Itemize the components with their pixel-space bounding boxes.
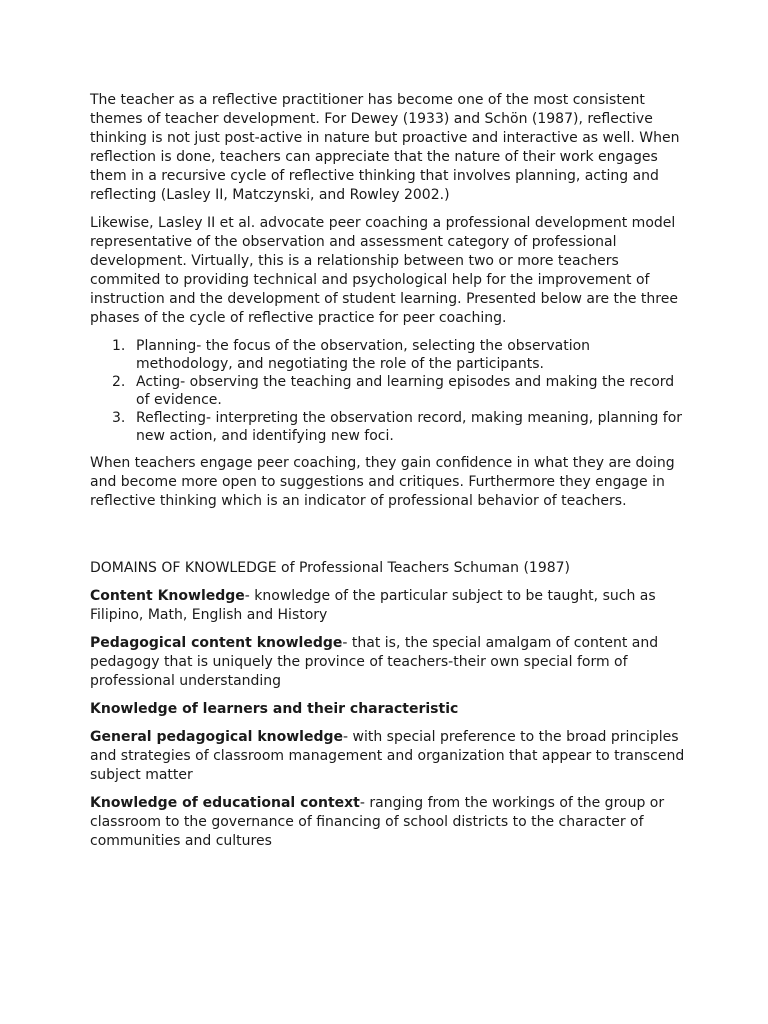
domain-item: [90, 587, 686, 625]
domain-item: [90, 700, 686, 719]
domain-definition: - ranging from the workings of the group or classroom to the governance of financing of school districts to the character of communities and cultures: [90, 795, 665, 849]
list-item-number: 3.: [112, 410, 126, 426]
list-item-text: Planning- the focus of the observation, selecting the observation methodology, and negotiating the role of the participants.: [136, 338, 591, 372]
list-item: [90, 409, 686, 445]
domain-term: General pedagogical knowledge: [90, 729, 343, 745]
list-item-text: Acting- observing the teaching and learning episodes and making the record of evidence.: [136, 374, 675, 408]
list-item-number: 2.: [112, 374, 126, 390]
domains-heading: DOMAINS OF KNOWLEDGE of Professional Teachers Schuman (1987): [90, 560, 571, 576]
domain-definition: - that is, the special amalgam of content and pedagogy that is uniquely the province of teachers-their own special form of professional understanding: [90, 635, 659, 689]
section-spacer: [90, 520, 686, 559]
list-item: [90, 337, 686, 373]
conclusion-paragraph: When teachers engage peer coaching, they gain confidence in what they are doing and become more open to suggestions and critiques. Furthermore they engage in reflective thinking which is an indicator of professional behavior of teachers.: [90, 455, 675, 509]
domain-term: Content Knowledge: [90, 588, 245, 604]
domain-term: Pedagogical content knowledge: [90, 635, 343, 651]
peer-coaching-paragraph: Likewise, Lasley II et al. advocate peer coaching a professional development model representative of the observation and assessment category of professional development. Virtually, this is a relationship between two or more teachers commited to providing technical and psychological help for the improvement of instruction and the development of student learning. Presented below are the three phases of the cycle of reflective practice for peer coaching.: [90, 215, 678, 326]
list-item: [90, 373, 686, 409]
domain-item: [90, 634, 686, 691]
domain-item: [90, 794, 686, 851]
reflective-practice-phases-list: [90, 337, 686, 445]
list-item-number: 1.: [112, 338, 126, 354]
domain-definition: - with special preference to the broad principles and strategies of classroom management and organization that appear to transcend subject matter: [90, 729, 685, 783]
document-page: [90, 91, 686, 860]
intro-paragraph: The teacher as a reflective practitioner has become one of the most consistent themes of teacher development. For Dewey (1933) and Schön (1987), reflective thinking is not just post-active in nature but proactive and interactive as well. When reflection is done, teachers can appreciate that the nature of their work engages them in a recursive cycle of reflective thinking that involves planning, acting and reflecting (Lasley II, Matczynski, and Rowley 2002.): [90, 92, 680, 203]
domain-definition: - knowledge of the particular subject to be taught, such as Filipino, Math, English and History: [90, 588, 656, 623]
domain-term: Knowledge of learners and their characteristic: [90, 701, 459, 717]
domain-term: Knowledge of educational context: [90, 795, 360, 811]
domain-item: [90, 728, 686, 785]
list-item-text: Reflecting- interpreting the observation record, making meaning, planning for new action, and identifying new foci.: [136, 410, 683, 444]
